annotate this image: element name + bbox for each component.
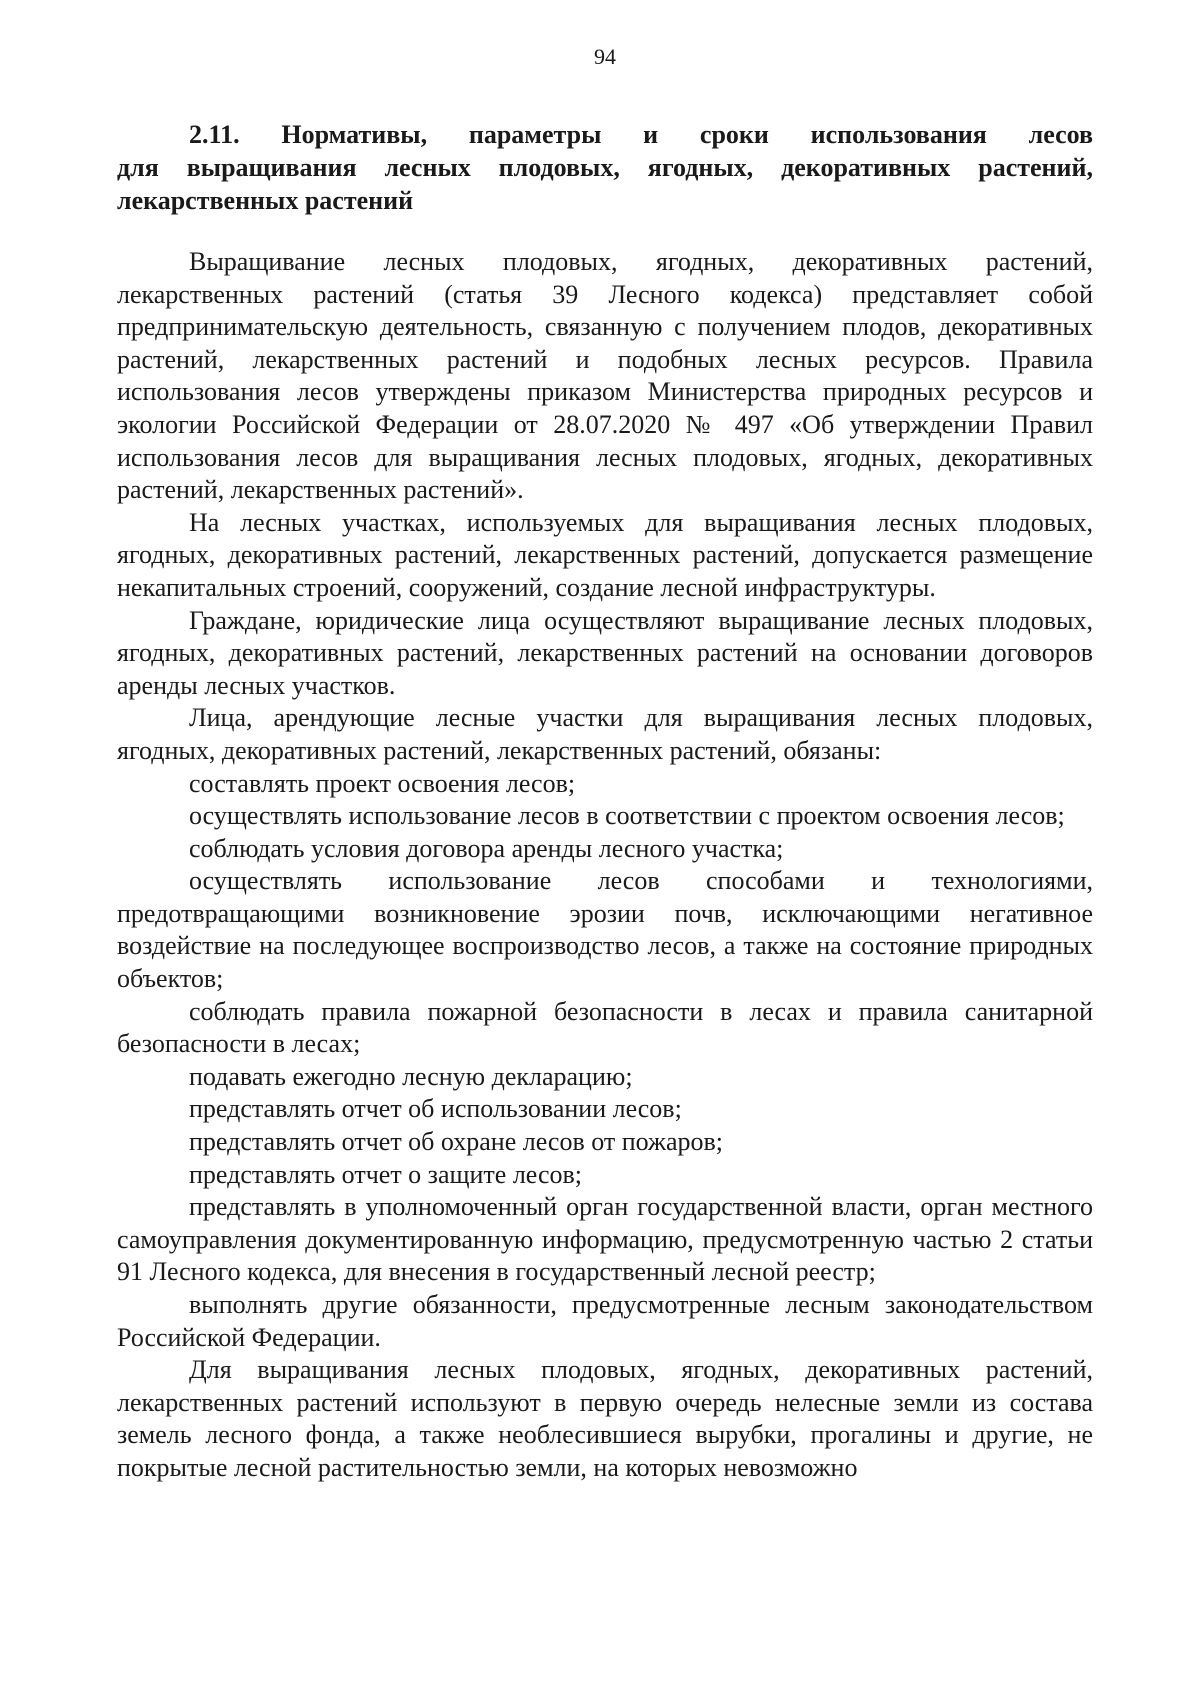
paragraph: Выращивание лесных плодовых, ягодных, декоративных растений, лекарственных растений (статья 39 Лесного кодекса) представляет собой предпринимательскую деятельность, связанную с получением плодов, декоративных растений, лекарственных растений и подобных лесных ресурсов. Правила использования лесов утверждены приказом Министерства природных ресурсов и экологии Российской Федерации от 28.07.2020 № 497 «Об утверждении Правил использования лесов для выращивания лесных плодовых, ягодных, декоративных растений, лекарственных растений». (117, 247, 1093, 505)
heading-number: 2.11. (189, 120, 240, 149)
list-item: соблюдать правила пожарной безопасности в лесах и правила санитарной безопасности в лесах; (117, 996, 1093, 1059)
heading-line-2: для выращивания лесных плодовых, ягодных, декоративных растений, (117, 153, 1093, 182)
heading-text-1: Нормативы, параметры и сроки использования лесов (281, 120, 1094, 149)
list-item: осуществлять использование лесов способами и технологиями, предотвращающими возникновение эрозии почв, исключающими негативное воздействие на последующее воспроизводство лесов, а также на состояние природных объектов; (117, 866, 1093, 994)
list-item: выполнять другие обязанности, предусмотренные лесным законодательством Российской Федерации. (117, 1290, 1093, 1352)
list-item: представлять отчет об использовании лесов; (189, 1094, 682, 1124)
paragraph: Лица, арендующие лесные участки для выращивания лесных плодовых, ягодных, декоративных растений, лекарственных растений, обязаны: (117, 703, 1093, 765)
list-item: подавать ежегодно лесную декларацию; (189, 1061, 633, 1091)
paragraph: Граждане, юридические лица осуществляют выращивание лесных плодовых, ягодных, декоративных растений, лекарственных растений на основании договоров аренды лесных участков. (117, 605, 1093, 700)
list-item: составлять проект освоения лесов; (189, 768, 576, 798)
paragraph: На лесных участках, используемых для выращивания лесных плодовых, ягодных, декоративных растений, лекарственных растений, допускается размещение некапитальных строений, сооружений, создание лесной инфраструктуры. (117, 507, 1093, 602)
heading-line-3: лекарственных растений (117, 186, 414, 215)
list-item: представлять в уполномоченный орган государственной власти, орган местного самоуправления документированную информацию, предусмотренную частью 2 статьи 91 Лесного кодекса, для внесения в государственный лесной реестр; (117, 1192, 1093, 1287)
page-number: 94 (594, 44, 616, 69)
section-heading (117, 118, 1093, 217)
list-item: соблюдать условия договора аренды лесного участка; (189, 833, 784, 863)
document-body (117, 246, 1093, 1485)
list-item: представлять отчет об охране лесов от пожаров; (189, 1127, 724, 1157)
heading-line-1 (117, 118, 1093, 151)
list-item: представлять отчет о защите лесов; (189, 1159, 583, 1189)
paragraph: Для выращивания лесных плодовых, ягодных, декоративных растений, лекарственных растений используют в первую очередь нелесные земли из состава земель лесного фонда, а также необлесившиеся вырубки, прогалины и другие, не покрытые лесной растительностью земли, на которых невозможно (117, 1355, 1093, 1482)
list-item: осуществлять использование лесов в соответствии с проектом освоения лесов; (189, 801, 1065, 831)
